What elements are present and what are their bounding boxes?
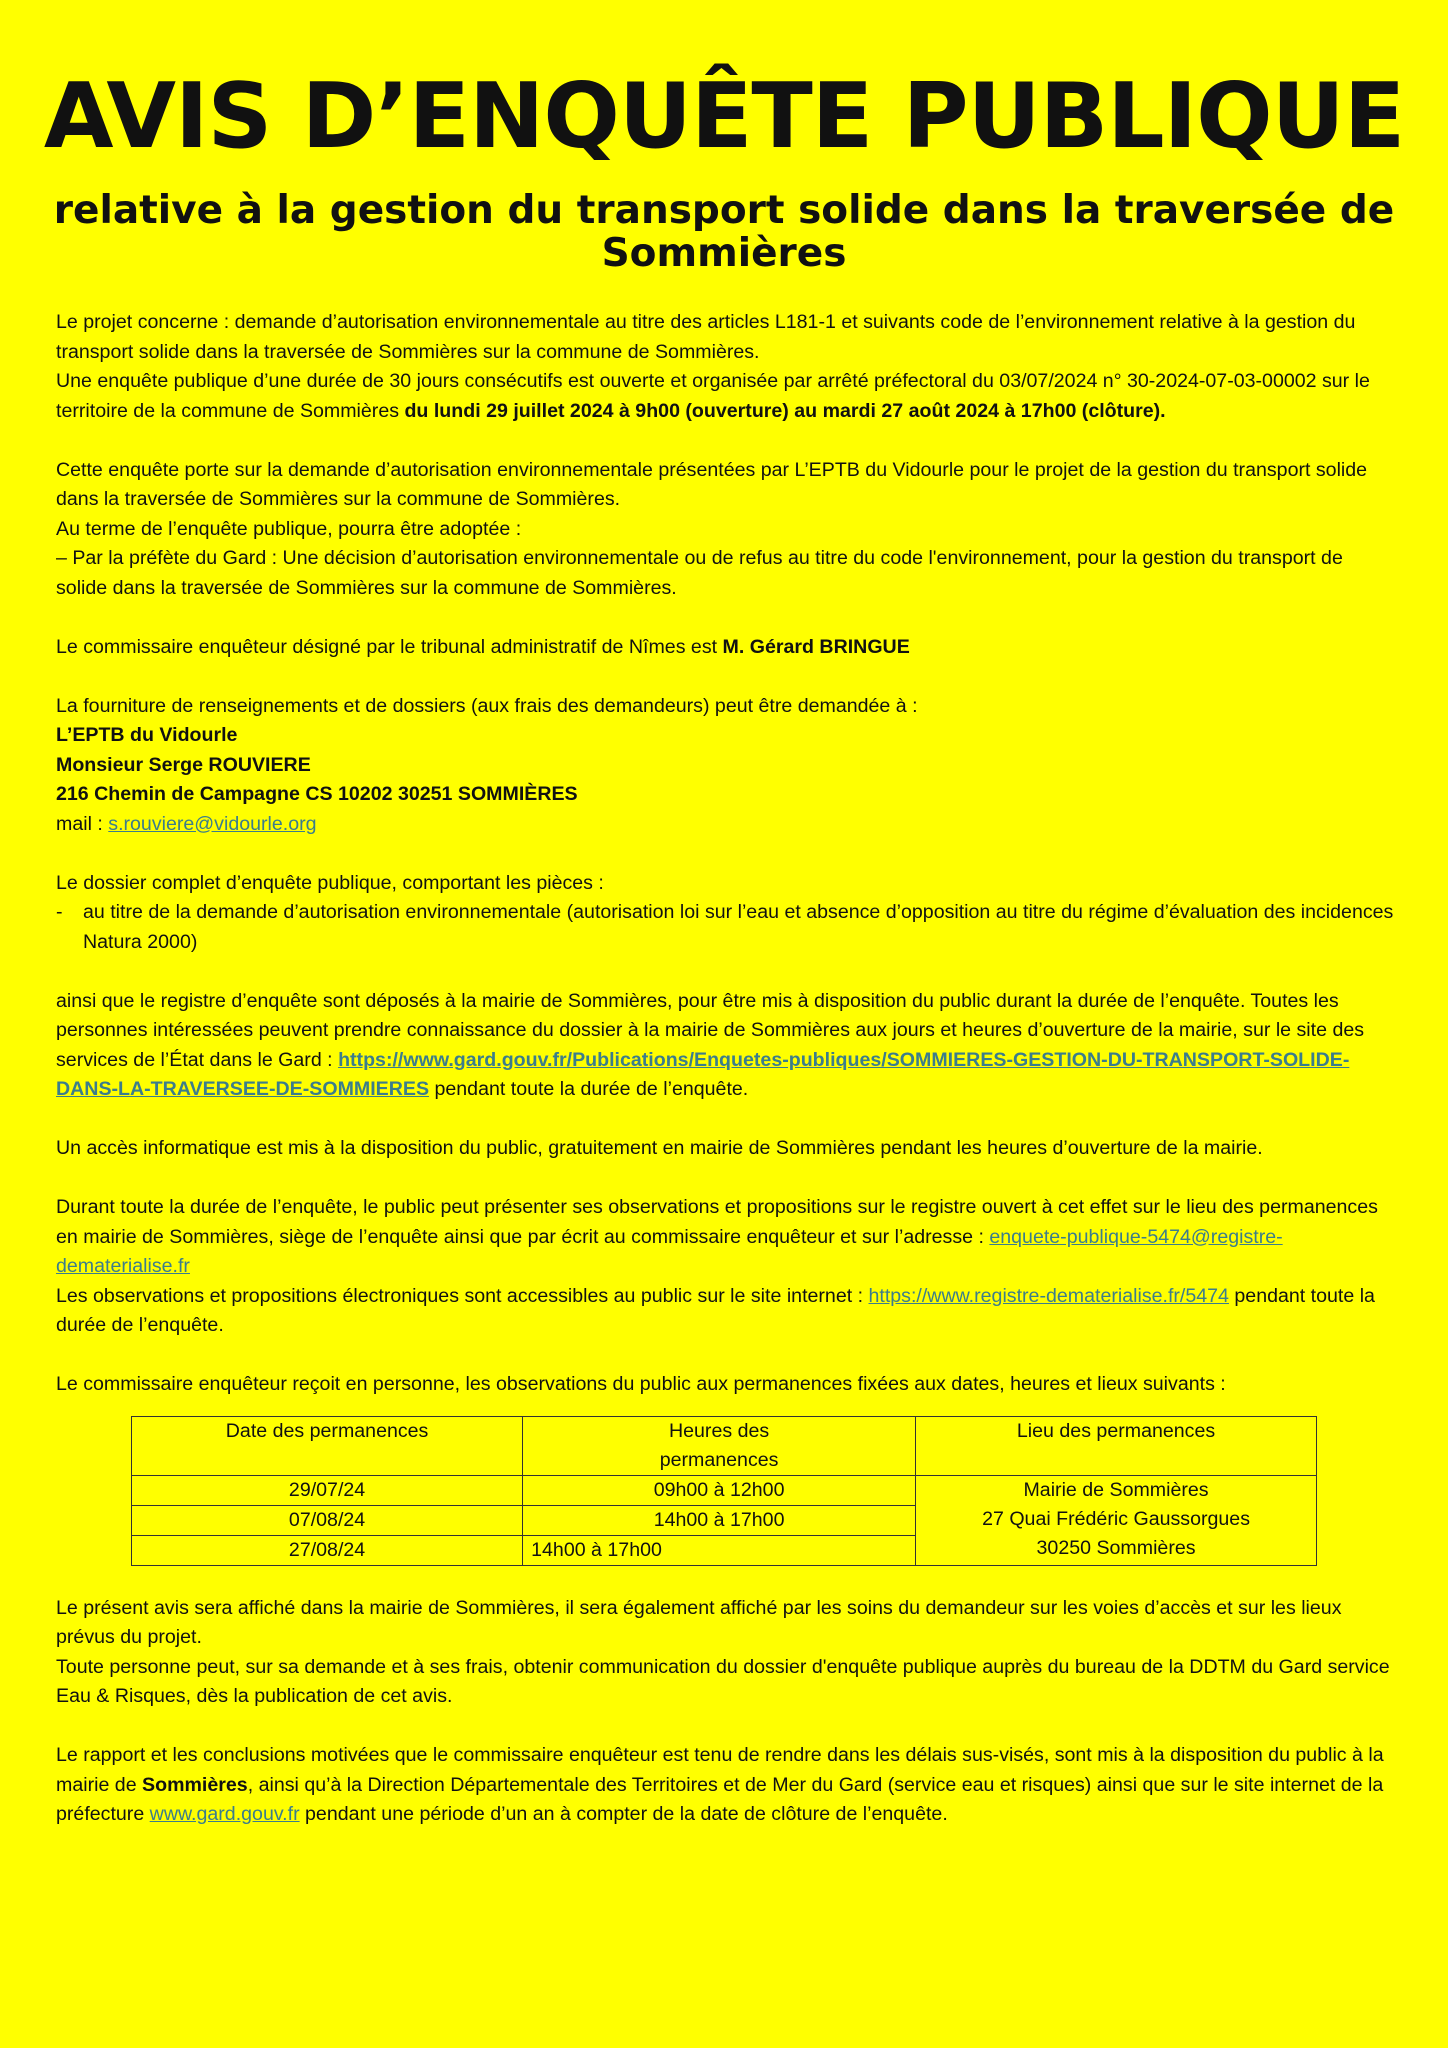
- header-date: Date des permanences: [132, 1416, 523, 1475]
- permanence-place: Mairie de Sommières 27 Quai Frédéric Gaussorgues 30250 Sommières: [916, 1475, 1317, 1565]
- registry-paragraph: ainsi que le registre d’enquête sont déposés à la mairie de Sommières, pour être mis à disposition du public durant la durée de l’enquête. Toutes les personnes intéressées peuvent prendre connaissance du dossier à la mairie de Sommières aux jours et heures d’ouverture de la mairie, sur le site des services de l’État dans le Gard : https://www.gard.gouv.fr/Publications/Enquetes-publiques/SOMMIERES-GESTION-DU-TRANSPORT-SOLIDE-DANS-LA-TRAVERSEE-DE-SOMMIERES pendant toute la durée de l’enquête.: [56, 989, 1365, 1100]
- contact-address: 216 Chemin de Campagne CS 10202 30251 SOMMIÈRES: [56, 783, 578, 805]
- permanences-table: [131, 1416, 1317, 1566]
- online-registry-link[interactable]: https://www.registre-dematerialise.fr/5474: [868, 1284, 1229, 1307]
- display-paragraph: Le présent avis sera affiché dans la mairie de Sommières, il sera également affiché par les soins du demandeur sur les voies d’accès et sur les lieux prévus du projet.: [56, 1596, 1342, 1648]
- online-observations-paragraph: Les observations et propositions électroniques sont accessibles au public sur le site internet : https://www.registre-dematerialise.fr/5474 pendant toute la durée de l’enquête.: [56, 1284, 1375, 1336]
- prefecture-inquiry-link[interactable]: https://www.gard.gouv.fr/Publications/Enquetes-publiques/SOMMIERES-GESTION-DU-TRANSPORT-SOLIDE-DANS-LA-TRAVERSEE-DE-SOMMIERES: [56, 1048, 1350, 1100]
- adoption-intro: Au terme de l’enquête publique, pourra être adoptée :: [56, 517, 522, 540]
- notice-title: AVIS D’ENQUÊTE PUBLIQUE: [43, 64, 1405, 169]
- dossier-list-item: [56, 898, 1396, 957]
- computer-access-paragraph: Un accès informatique est mis à la disposition du public, gratuitement en mairie de Sommières pendant les heures d’ouverture de la mairie.: [56, 1137, 1263, 1159]
- table-row: [132, 1475, 1317, 1505]
- inquiry-duration-paragraph: Une enquête publique d’une durée de 30 jours consécutifs est ouverte et organisée par arrêté préfectoral du 03/07/2024 n° 30-2024-07-03-00002 sur le territoire de la commune de Sommières du lundi 29 juillet 2024 à 9h00 (ouverture) au mardi 27 août 2024 à 17h00 (clôture).: [56, 370, 1370, 422]
- header-hours: Heures des permanences: [523, 1416, 916, 1475]
- permanence-date: 27/08/24: [132, 1535, 523, 1565]
- decision-paragraph: – Par la préfète du Gard : Une décision d’autorisation environnementale ou de refus au titre du code l'environnement, pour la gestion du transport de solide dans la traversée de Sommières sur la commune de Sommières.: [56, 547, 1343, 599]
- table-header-row: [132, 1416, 1317, 1475]
- notice-subtitle: relative à la gestion du transport solide dans la traversée de Sommières: [53, 188, 1395, 276]
- contact-person: Monsieur Serge ROUVIERE: [56, 753, 311, 776]
- permanence-hours: 14h00 à 17h00: [523, 1535, 916, 1565]
- header-place: Lieu des permanences: [916, 1416, 1317, 1475]
- commissioner-paragraph: Le commissaire enquêteur désigné par le tribunal administratif de Nîmes est M. Gérard BRINGUE: [56, 635, 910, 658]
- permanence-date: 29/07/24: [132, 1475, 523, 1505]
- contact-email-link[interactable]: s.rouviere@vidourle.org: [108, 812, 317, 835]
- registry-email-link[interactable]: enquete-publique-5474@registre-dematerialise.fr: [56, 1225, 1283, 1277]
- commissioner-name: M. Gérard BRINGUE: [722, 635, 910, 658]
- list-dash: -: [56, 901, 63, 923]
- request-paragraph: Cette enquête porte sur la demande d’autorisation environnementale présentées par L’EPTB du Vidourle pour le projet de la gestion du transport solide dans la traversée de Sommières sur la commune de Sommières.: [56, 458, 1368, 510]
- contact-organization: L’EPTB du Vidourle: [56, 724, 238, 746]
- dossier-item-text: au titre de la demande d’autorisation environnementale (autorisation loi sur l’eau et absence d’opposition au titre du régime d’évaluation des incidences Natura 2000): [83, 901, 1394, 953]
- project-paragraph: Le projet concerne : demande d’autorisation environnementale au titre des articles L181-1 et suivants code de l’environnement relative à la gestion du transport solide dans la traversée de Sommières sur la commune de Sommières.: [56, 311, 1356, 363]
- permanence-date: 07/08/24: [132, 1505, 523, 1535]
- inquiry-dates: du lundi 29 juillet 2024 à 9h00 (ouverture) au mardi 27 août 2024 à 17h00 (clôture).: [404, 399, 1166, 422]
- notice-body: [56, 308, 1396, 1830]
- permanence-hours: 09h00 à 12h00: [523, 1475, 916, 1505]
- permanences-intro: Le commissaire enquêteur reçoit en personne, les observations du public aux permanences fixées aux dates, heures et lieux suivants :: [56, 1373, 1226, 1395]
- contact-mail-line: mail : s.rouviere@vidourle.org: [56, 812, 317, 835]
- report-paragraph: Le rapport et les conclusions motivées que le commissaire enquêteur est tenu de rendre dans les délais sus-visés, sont mis à la disposition du public à la mairie de Sommières, ainsi qu’à la Direction Départementale des Territoires et de Mer du Gard (service eau et risques) ainsi que sur le site internet de la préfecture www.gard.gouv.fr pendant une période d’un an à compter de la date de clôture de l’enquête.: [56, 1744, 1384, 1825]
- dossier-intro: Le dossier complet d’enquête publique, comportant les pièces :: [56, 871, 604, 894]
- permanence-hours: 14h00 à 17h00: [523, 1505, 916, 1535]
- info-request-intro: La fourniture de renseignements et de dossiers (aux frais des demandeurs) peut être demandée à :: [56, 694, 918, 717]
- communication-paragraph: Toute personne peut, sur sa demande et à ses frais, obtenir communication du dossier d'enquête publique auprès du bureau de la DDTM du Gard service Eau & Risques, dès la publication de cet avis.: [56, 1655, 1390, 1707]
- observations-paragraph: Durant toute la durée de l’enquête, le public peut présenter ses observations et propositions sur le registre ouvert à cet effet sur le lieu des permanences en mairie de Sommières, siège de l’enquête ainsi que par écrit au commissaire enquêteur et sur l’adresse : enquete-publique-5474@registre-dematerialise.fr: [56, 1196, 1378, 1277]
- prefecture-site-link[interactable]: www.gard.gouv.fr: [149, 1803, 300, 1825]
